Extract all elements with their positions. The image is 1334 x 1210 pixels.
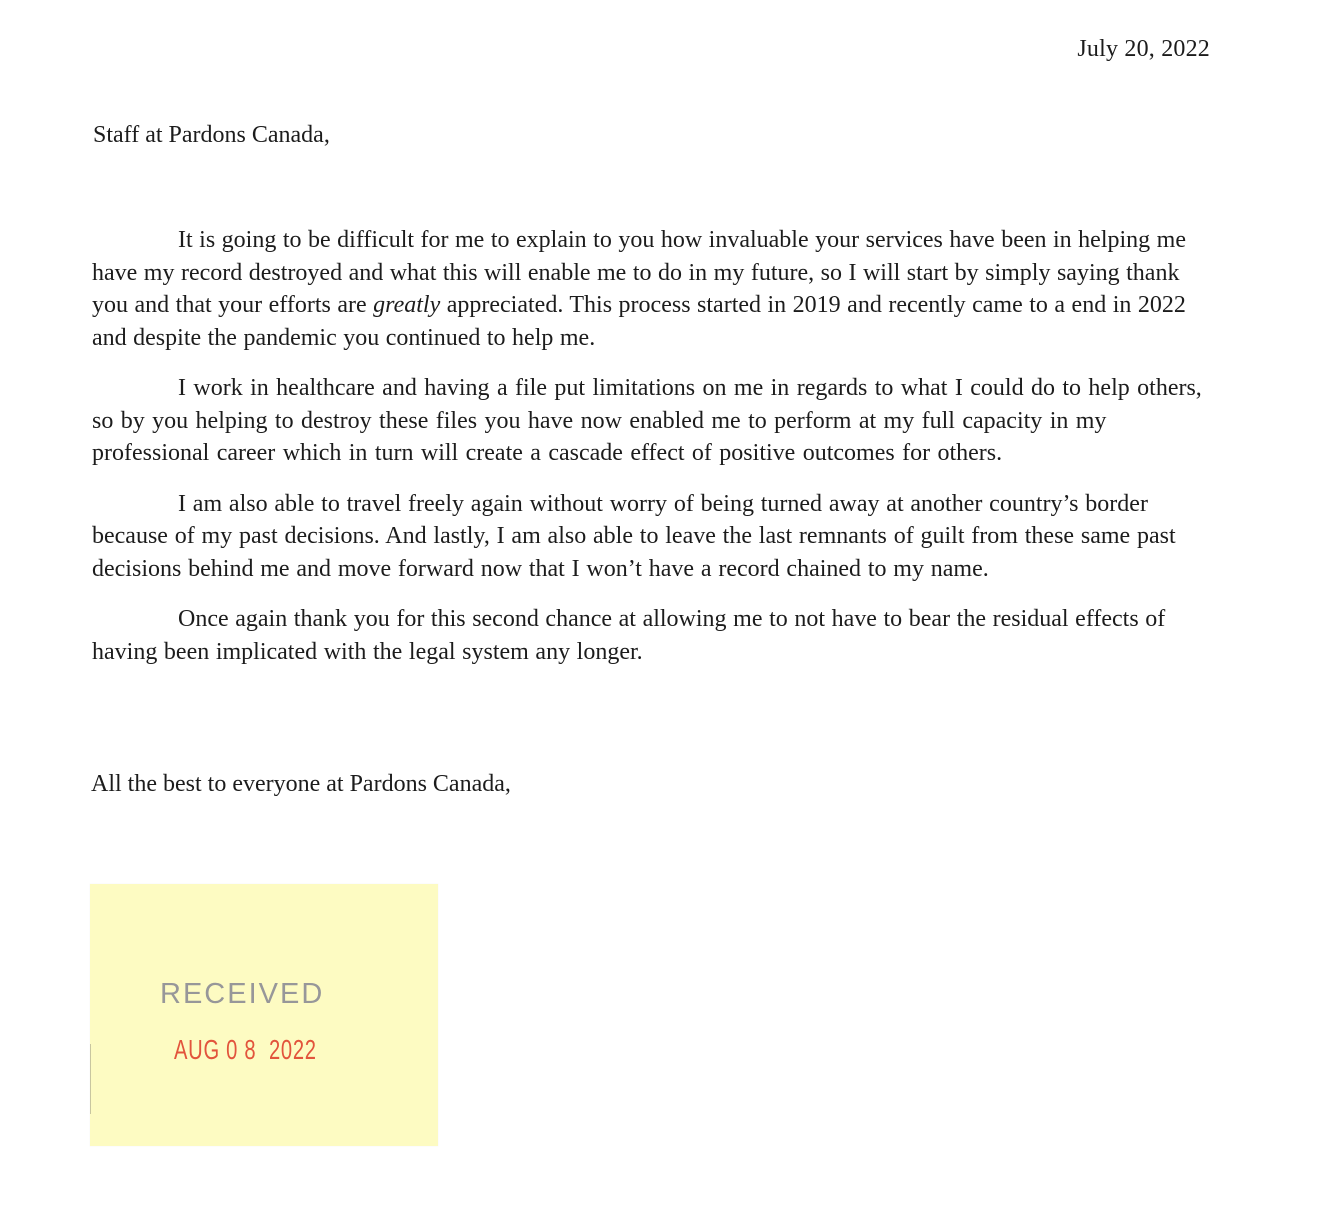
sticky-note — [90, 884, 438, 1146]
closing-line: All the best to everyone at Pardons Canada, — [91, 771, 511, 797]
salutation: Staff at Pardons Canada, — [93, 122, 330, 148]
paragraph-1 — [92, 224, 1212, 354]
letter-date: July 20, 2022 — [1077, 36, 1210, 62]
paragraph-1-start: It is going to be difficult for me to explain to you how invaluable your services have been in helping me have my record destroyed and what this will enable me to do in my future, so I will start by simply saying thank you and that your efforts are — [92, 227, 1186, 318]
letter-body — [92, 224, 1212, 686]
received-stamp-label: RECEIVED — [160, 978, 325, 1010]
paragraph-1-end: appreciated. This process started in 2019 and recently came to a end in 2022 and despite the pandemic you continued to help me. — [92, 292, 1186, 351]
paragraph-4: Once again thank you for this second chance at allowing me to not have to bear the residual effects of having been implicated with the legal system any longer. — [92, 606, 1166, 665]
received-stamp-date: AUG 0 8 2022 — [174, 1034, 317, 1065]
paragraph-3: I am also able to travel freely again without worry of being turned away at another country’s border because of my past decisions. And lastly, I am also able to leave the last remnants of guilt from these same past decisions behind me and move forward now that I won’t have a record chained to my name. — [92, 490, 1176, 582]
note-edge-mark — [90, 1044, 91, 1114]
paragraph-2: I work in healthcare and having a file put limitations on me in regards to what I could do to help others, so by you helping to destroy these files you have now enabled me to perform at my full capacity in my professional career which in turn will create a cascade effect of positive outcomes for others. — [92, 375, 1202, 466]
paragraph-1-emphasis: greatly — [373, 292, 441, 318]
